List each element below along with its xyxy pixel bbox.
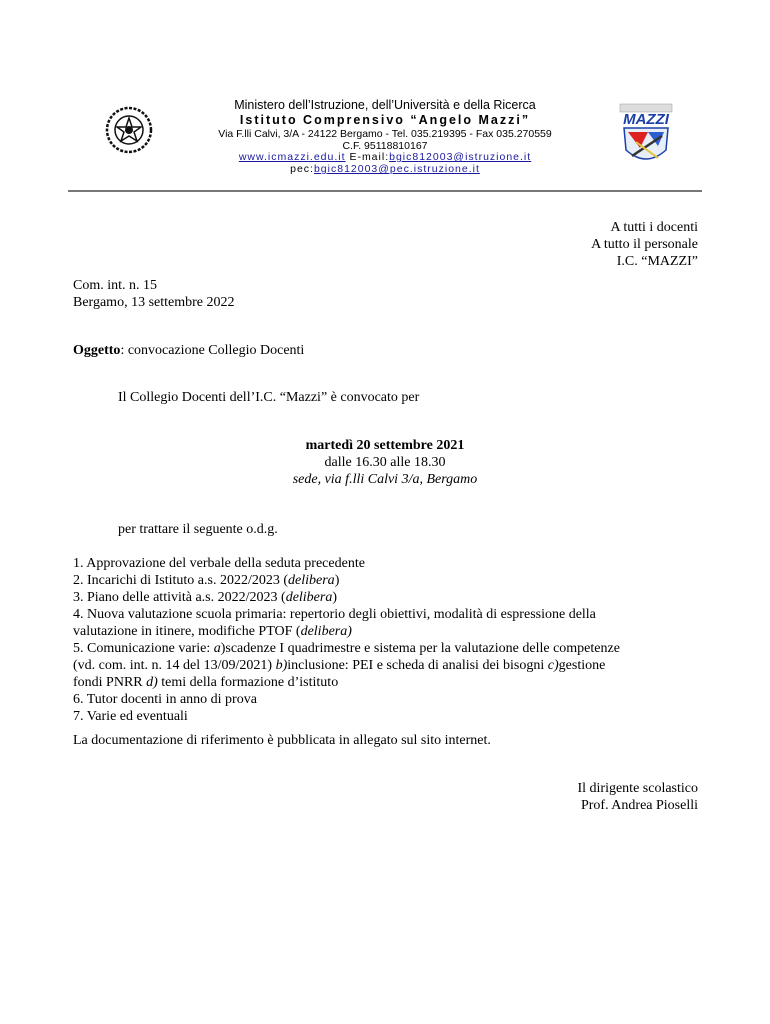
recipient-line: A tutti i docenti	[610, 220, 698, 235]
logo-text: MAZZI	[623, 111, 669, 128]
ministry-name: Ministero dell’Istruzione, dell’Università e della Ricerca	[234, 98, 536, 112]
pec-label: pec:	[290, 163, 314, 175]
school-name: Istituto Comprensivo “Angelo Mazzi”	[239, 113, 531, 127]
subject-text: : convocazione Collegio Docenti	[120, 343, 305, 358]
agenda-item-continuation: valutazione in itinere, modifiche PTOF (delibera)	[73, 624, 352, 639]
pec-link[interactable]: bgic812003@pec.istruzione.it	[313, 163, 480, 175]
contact-line	[0, 151, 770, 163]
email-link[interactable]: bgic812003@istruzione.it	[389, 151, 532, 163]
agenda-item: 4. Nuova valutazione scuola primaria: repertorio degli obiettivi, modalità di espressione della	[73, 607, 596, 622]
recipient-line: A tutto il personale	[591, 237, 698, 252]
agenda-item: 2. Incarichi di Istituto a.s. 2022/2023 (delibera)	[73, 573, 340, 588]
email-label: E-mail:	[349, 151, 390, 163]
subject-label: Oggetto	[73, 343, 121, 358]
signature-role: Il dirigente scolastico	[577, 781, 698, 796]
documentation-note: La documentazione di riferimento è pubblicata in allegato sul sito internet.	[73, 733, 491, 748]
meeting-date: martedì 20 settembre 2021	[305, 438, 465, 453]
signature-name: Prof. Andrea Pioselli	[580, 798, 698, 813]
recipient-line: I.C. “MAZZI”	[616, 254, 698, 269]
meeting-time: dalle 16.30 alle 18.30	[324, 455, 446, 470]
subject-line	[73, 342, 304, 359]
place-date: Bergamo, 13 settembre 2022	[73, 295, 235, 310]
pec-line	[0, 163, 770, 175]
fiscal-code: C.F. 95118810167	[342, 140, 428, 152]
convocation-intro: Il Collegio Docenti dell’I.C. “Mazzi” è convocato per	[118, 390, 420, 405]
header-divider	[68, 190, 702, 192]
website-link[interactable]: www.icmazzi.edu.it	[238, 151, 346, 163]
agenda-item-continuation: fondi PNRR d) temi della formazione d’istituto	[73, 675, 339, 690]
agenda-item-continuation: (vd. com. int. n. 14 del 13/09/2021) b)inclusione: PEI e scheda di analisi dei bisogni c)gestione	[73, 658, 606, 673]
meeting-venue: sede, via f.lli Calvi 3/a, Bergamo	[292, 472, 478, 487]
agenda-intro: per trattare il seguente o.d.g.	[118, 522, 278, 537]
agenda-item: 1. Approvazione del verbale della seduta precedente	[73, 556, 365, 571]
agenda-item: 7. Varie ed eventuali	[73, 709, 188, 724]
school-address: Via F.lli Calvi, 3/A - 24122 Bergamo - Tel. 035.219395 - Fax 035.270559	[218, 128, 552, 140]
agenda-item: 6. Tutor docenti in anno di prova	[73, 692, 257, 707]
agenda-item: 3. Piano delle attività a.s. 2022/2023 (delibera)	[73, 590, 338, 605]
com-int-number: Com. int. n. 15	[73, 278, 158, 293]
agenda-item: 5. Comunicazione varie: a)scadenze I quadrimestre e sistema per la valutazione delle competenze	[73, 641, 620, 656]
